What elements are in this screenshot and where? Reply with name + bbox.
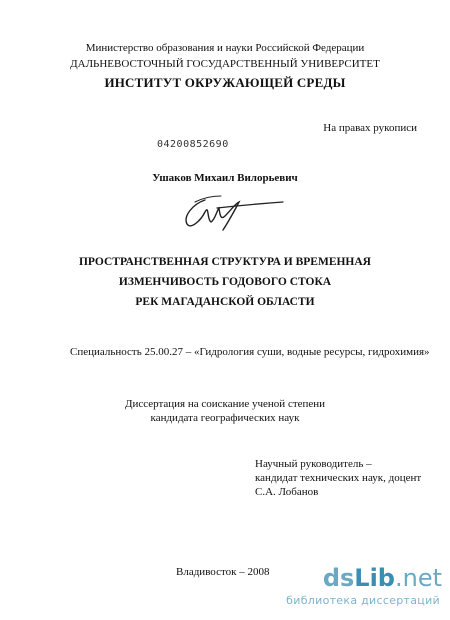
supervisor-name: С.А. Лобанов xyxy=(255,486,319,498)
city-year: Владивосток – 2008 xyxy=(176,566,270,578)
catalog-code: 04200852690 xyxy=(157,139,229,150)
dslib-watermark xyxy=(272,564,442,612)
title-line-1: ПРОСТРАНСТВЕННАЯ СТРУКТУРА И ВРЕМЕННАЯ xyxy=(78,256,371,268)
title-line-3: РЕК МАГАДАНСКОЙ ОБЛАСТИ xyxy=(135,296,315,308)
title-line-2: ИЗМЕНЧИВОСТЬ ГОДОВОГО СТОКА xyxy=(118,276,332,288)
dissertation-line-1: Диссертация на соискание ученой степени xyxy=(124,398,326,410)
dissertation-line-2: кандидата географических наук xyxy=(150,412,300,424)
university-line: ДАЛЬНЕВОСТОЧНЫЙ ГОСУДАРСТВЕННЫЙ УНИВЕРСИТЕТ xyxy=(70,58,380,70)
author-signature xyxy=(165,190,285,232)
dslib-logo: dsLib.net xyxy=(322,564,442,592)
author-name: Ушаков Михаил Вилорьевич xyxy=(152,172,298,184)
rights-note: На правах рукописи xyxy=(323,122,417,134)
institute-line: ИНСТИТУТ ОКРУЖАЮЩЕЙ СРЕДЫ xyxy=(104,75,346,90)
supervisor-line-2: кандидат технических наук, доцент xyxy=(255,472,422,484)
specialty-line: Специальность 25.00.27 – «Гидрология суши, водные ресурсы, гидрохимия» xyxy=(70,346,430,358)
dslib-subtitle: библиотека диссертаций xyxy=(286,594,440,607)
supervisor-line-1: Научный руководитель – xyxy=(255,458,372,470)
ministry-line: Министерство образования и науки Российской Федерации xyxy=(85,42,365,54)
